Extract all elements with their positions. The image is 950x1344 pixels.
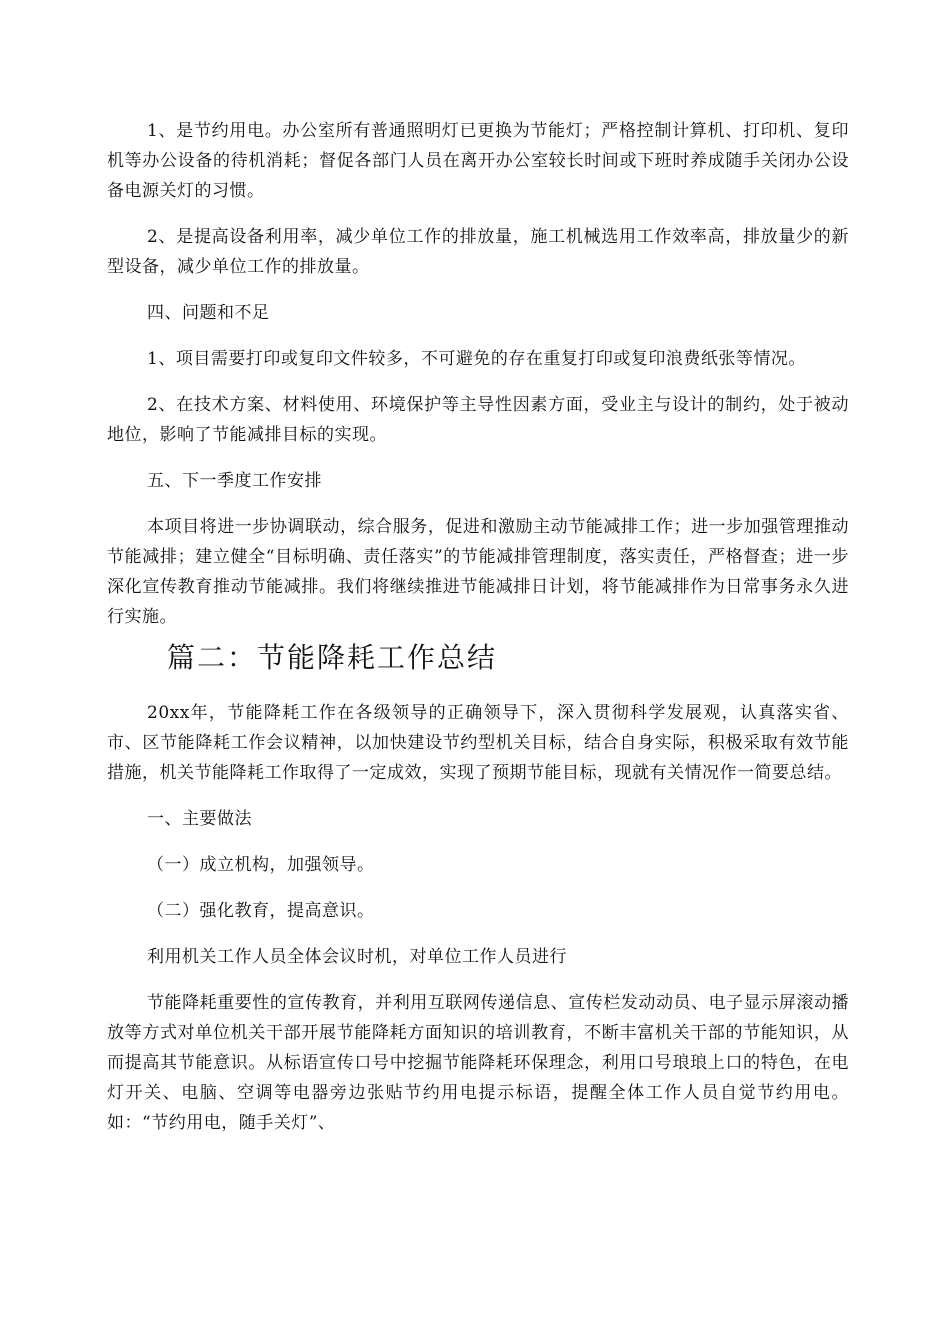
section-heading-problems: 四、问题和不足 <box>147 303 270 323</box>
paragraph-staff-meeting: 利用机关工作人员全体会议时机，对单位工作人员进行 <box>147 947 567 967</box>
paragraph-design-constraints: 2、在技术方案、材料使用、环境保护等主导性因素方面，受业主与设计的制约，处于被动地位，影响了节能减排目标的实现。 <box>107 395 849 445</box>
document-page <box>107 116 849 1138</box>
paragraph-publicity-education: 节能降耗重要性的宣传教育，并利用互联网传递信息、宣传栏发动动员、电子显示屏滚动播放等方式对单位机关干部开展节能降耗方面知识的培训教育，不断丰富机关干部的节能知识，从而提高其节能意识。从标语宣传口号中挖掘节能降耗环保理念，利用口号琅琅上口的特色，在电灯开关、电脑、空调等电器旁边张贴节约用电提示标语，提醒全体工作人员自觉节约用电。如：“节约用电，随手关灯”、 <box>107 993 849 1133</box>
article-title: 篇二：节能降耗工作总结 <box>167 641 498 674</box>
paragraph-printing-waste: 1、项目需要打印或复印文件较多，不可避免的存在重复打印或复印浪费纸张等情况。 <box>147 349 806 369</box>
paragraph-save-electricity: 1、是节约用电。办公室所有普通照明灯已更换为节能灯；严格控制计算机、打印机、复印机等办公设备的待机消耗；督促各部门人员在离开办公室较长时间或下班时养成随手关闭办公设备电源关灯的习惯。 <box>107 121 849 201</box>
paragraph-summary-intro: 20xx年，节能降耗工作在各级领导的正确领导下，深入贯彻科学发展观，认真落实省、市、区节能降耗工作会议精神，以加快建设节约型机关目标，结合自身实际，积极采取有效节能措施，机关节能降耗工作取得了一定成效，实现了预期节能目标，现就有关情况作一简要总结。 <box>107 703 849 783</box>
paragraph-equipment-utilization: 2、是提高设备利用率，减少单位工作的排放量，施工机械选用工作效率高，排放量少的新型设备，减少单位工作的排放量。 <box>107 227 849 277</box>
section-heading-main-practices: 一、主要做法 <box>147 809 252 829</box>
subheading-strengthen-education: （二）强化教育，提高意识。 <box>147 901 375 921</box>
paragraph-next-quarter-plan: 本项目将进一步协调联动，综合服务，促进和激励主动节能减排工作；进一步加强管理推动节能减排；建立健全“目标明确、责任落实”的节能减排管理制度，落实责任，严格督查；进一步深化宣传教育推动节能减排。我们将继续推进节能减排日计划，将节能减排作为日常事务永久进行实施。 <box>107 517 849 627</box>
section-heading-next-quarter: 五、下一季度工作安排 <box>147 471 322 491</box>
subheading-establish-organization: （一）成立机构，加强领导。 <box>147 855 375 875</box>
